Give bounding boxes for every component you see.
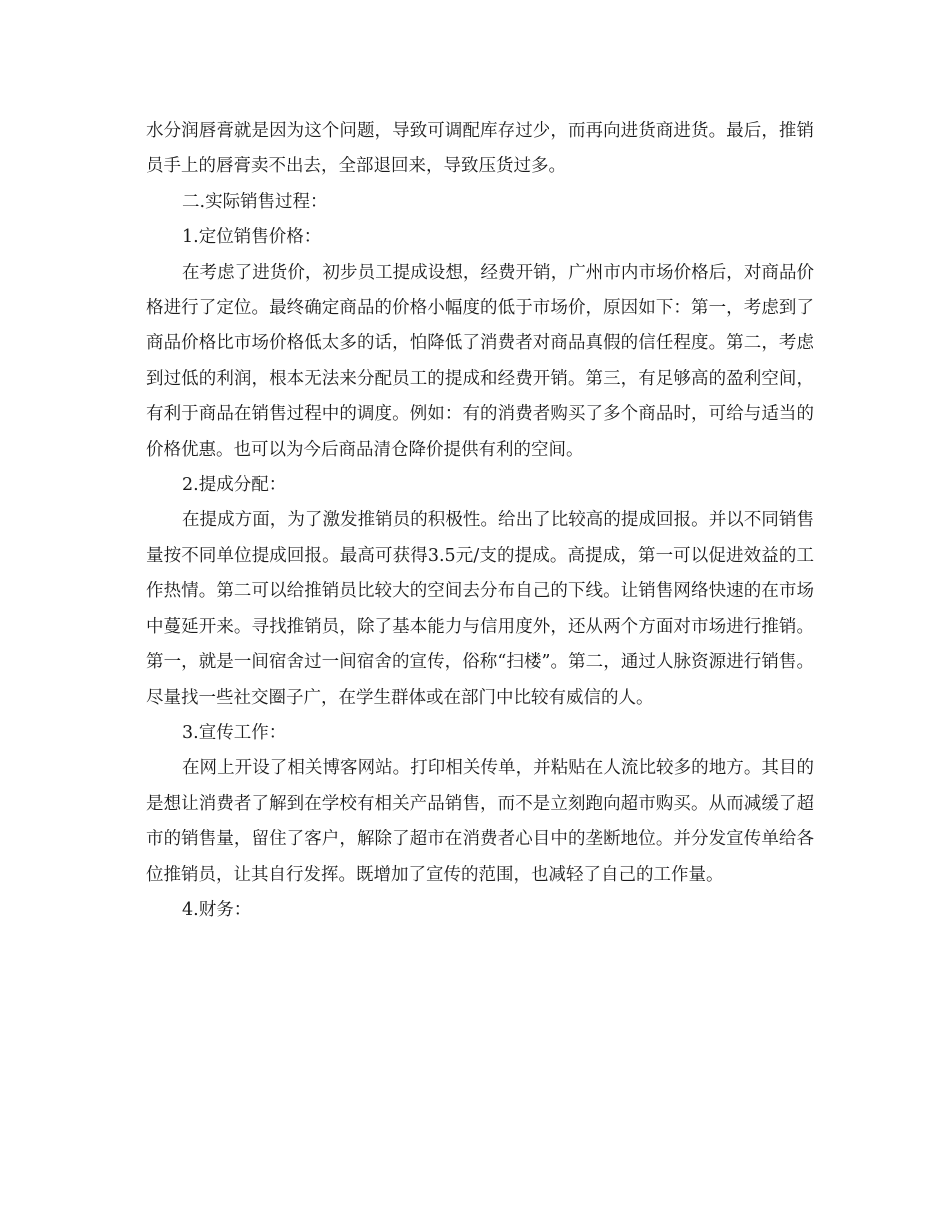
subheading-pricing: 1.定位销售价格： (182, 227, 322, 248)
paragraph-commission: 在提成方面，为了激发推销员的积极性。给出了比较高的提成回报。并以不同销售量按不同单位提成回报。最高可获得3.5元/支的提成。高提成，第一可以促进效益的工作热情。第二可以给推销员比较大的空间去分布自己的下线。让销售网络快速的在市场中蔓延开来。寻找推销员，除了基本能力与信用度外，还从两个方面对市场进行推销。第一，就是一间宿舍过一间宿舍的宣传，俗称“扫楼”。第二，通过人脉资源进行销售。尽量找一些社交圈子广，在学生群体或在部门中比较有威信的人。 (146, 510, 814, 708)
subheading-promotion: 3.宣传工作： (182, 722, 287, 743)
subheading-commission: 2.提成分配： (182, 475, 287, 496)
document-page (146, 114, 814, 928)
section-heading-sales-process: 二.实际销售过程： (182, 191, 328, 212)
paragraph-pricing: 在考虑了进货价，初步员工提成设想，经费开销，广州市内市场价格后，对商品价格进行了定位。最终确定商品的价格小幅度的低于市场价，原因如下：第一，考虑到了商品价格比市场价格低太多的话，怕降低了消费者对商品真假的信任程度。第二，考虑到过低的利润，根本无法来分配员工的提成和经费开销。第三，有足够高的盈利空间，有利于商品在销售过程中的调度。例如：有的消费者购买了多个商品时，可给与适当的价格优惠。也可以为今后商品清仓降价提供有利的空间。 (146, 262, 814, 460)
paragraph-promotion: 在网上开设了相关博客网站。打印相关传单，并粘贴在人流比较多的地方。其目的是想让消费者了解到在学校有相关产品销售，而不是立刻跑向超市购买。从而减缓了超市的销售量，留住了客户，解除了超市在消费者心目中的垄断地位。并分发宣传单给各位推销员，让其自行发挥。既增加了宣传的范围，也减轻了自己的工作量。 (146, 758, 814, 885)
subheading-finance: 4.财务： (182, 899, 252, 920)
paragraph-intro: 水分润唇膏就是因为这个问题，导致可调配库存过少，而再向进货商进货。最后，推销员手上的唇膏卖不出去，全部退回来，导致压货过多。 (146, 121, 814, 177)
